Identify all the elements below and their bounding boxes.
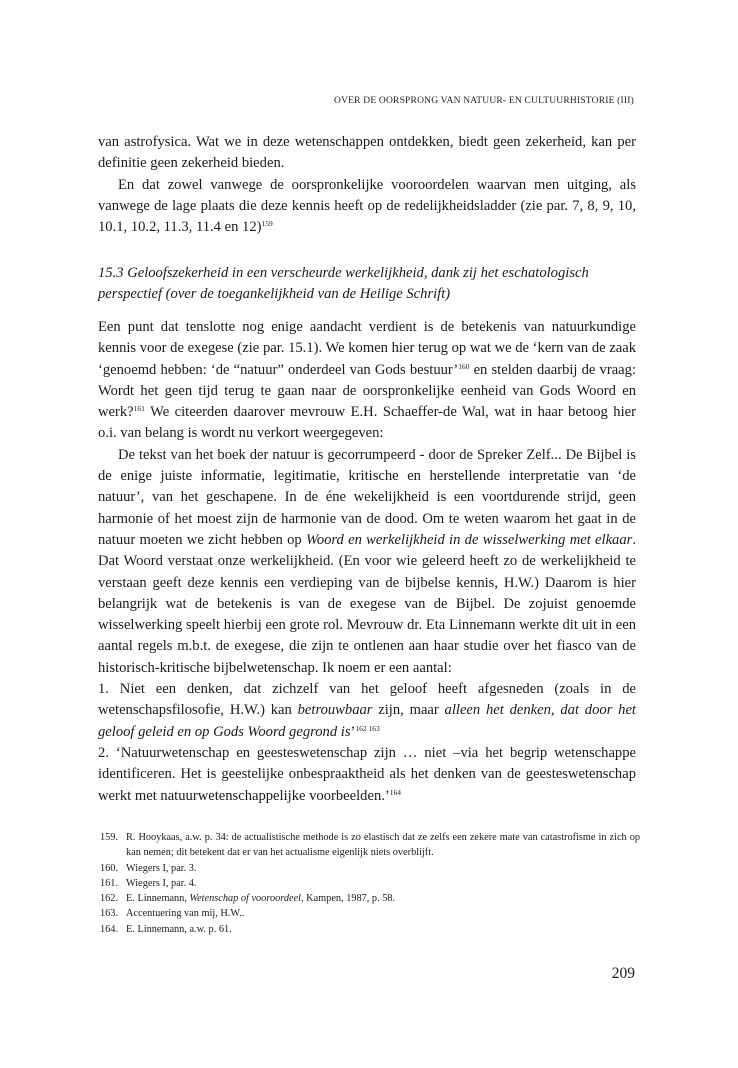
footnote-number: 162. [100, 893, 119, 905]
list-item-1-part-a: 1. Niet een denken, dat zichzelf van het geloof heeft afgesneden (zoals in de wetenschapsfilosofie, H.W.) kan [98, 681, 636, 719]
list-item-2-text: 2. ‘Natuurwetenschap en geesteswetenschap zijn … niet –via het begrip wetenschappe identificeren. Het is geestelijke onbespraaktheid als het denken van de geesteswetenschap werkt met natuurwetenschappelijke voorbeelden.’ [98, 744, 636, 804]
paragraph-3 [98, 317, 636, 445]
footnote-book-title: Wetenschap of vooroordeel [189, 893, 302, 905]
footnote-164 [100, 922, 640, 937]
footnote-number: 159. [100, 832, 119, 843]
paragraph-1: van astrofysica. Wat we in deze wetenschappen ontdekken, biedt geen zekerheid, kan per definitie geen zekerheid bieden. [98, 134, 636, 172]
paragraph-3-part-c: We citeerden daarover mevrouw E.H. Schaeffer-de Wal, wat in haar betoog hier o.i. van belang is wordt nu verkort weergegeven: [98, 404, 636, 442]
paragraph-4-emphasis: Woord en werkelijkheid in de wisselwerking met elkaar [306, 531, 633, 548]
list-item-1-emphasis-2: alleen het denken, dat door het geloof geleid en op Gods Woord gegrond is [98, 702, 636, 740]
footnote-ref-159[interactable]: 159 [261, 219, 273, 229]
footnote-160 [100, 861, 640, 876]
footnote-161 [100, 876, 640, 891]
footnote-number: 161. [100, 877, 119, 889]
footnote-text: E. Linnemann, a.w. p. 61. [126, 923, 232, 935]
section-title: 15.3 Geloofszekerheid in een verscheurde werkelijkheid, dank zij het eschatologisch perspectief (over de toegankelijkheid van de Heilige Schrift) [98, 265, 589, 302]
footnote-162 [100, 891, 640, 906]
list-item-1-emphasis-1: betrouwbaar [297, 702, 373, 719]
footnote-ref-164[interactable]: 164 [389, 787, 402, 797]
paragraph-3-part-a: Een punt dat tenslotte nog enige aandacht verdient is de betekenis van natuurkundige kennis voor de exegese (zie par. 15.1). We komen hier terug op wat we de ‘kern van de zaak ‘genoemd hebben: ‘de “natuur” onderdeel van Gods bestuur’ [98, 319, 636, 378]
paragraph-2-text: En dat zowel vanwege de oorspronkelijke vooroordelen waarvan men uitging, als vanwege de lage plaats die deze kennis heeft op de redelijkheidsladder (zie par. 7, 8, 9, 10, 10.1, 10.2, 11.3, 11.4 en 12) [98, 176, 636, 236]
footnote-ref-160[interactable]: 160 [458, 361, 470, 371]
list-item-1 [98, 679, 636, 743]
paragraph-4-part-b: . Dat Woord verstaat onze werkelijkheid. (En voor wie geleerd heeft zo de werkelijkheid te verstaan geeft deze kennis een verdieping van de bijbelse kennis, H.W.) Daarom is hier belangrijk wat de betekenis is van de exegese van de Bijbel. De zojuist genoemde wisselwerking speelt hierbij een grote rol. Mevrouw dr. Eta Linnemann werkte dit uit in een aantal regels m.b.t. de exegese, die zijn te ontlenen aan haar studie over het fiasco van de historisch-kritische bijbelwetenschap. Ik noem er een aantal: [98, 531, 636, 676]
footnote-number: 164. [100, 923, 119, 935]
footnote-159 [100, 830, 640, 861]
footnote-text: Wiegers I, par. 4. [126, 877, 197, 889]
footnote-text: Wiegers I, par. 3. [126, 862, 197, 874]
list-item-1-part-b: zijn, maar [372, 702, 445, 719]
footnote-text-part-b: , Kampen, 1987, p. 58. [301, 893, 396, 905]
footnote-163 [100, 906, 640, 921]
list-item-1-part-c: ’ [350, 723, 356, 740]
footnotes [100, 830, 640, 937]
main-text [98, 317, 636, 807]
footnote-ref-161[interactable]: 161 [133, 404, 145, 414]
paragraph-3-part-b: en stelden daarbij de vraag: Wordt het geen tijd terug te gaan naar de oorspronkelijke eenheid van Gods Woord en werk? [98, 361, 637, 421]
footnote-text-part-a: E. Linnemann, [126, 893, 190, 905]
paragraph-2 [98, 175, 636, 239]
footnote-text [126, 891, 640, 906]
footnote-text: R. Hooykaas, a.w. p. 34: de actualistische methode is zo elastisch dat ze zelfs een zekere mate van catastrofisme in zich op kan nemen; dit betekent dat er van het actualisme eigenlijk niets overblijft. [126, 832, 640, 859]
paragraph-4 [98, 445, 636, 679]
list-item-2 [98, 743, 636, 807]
footnote-number: 163. [100, 908, 119, 920]
footnote-number: 160. [100, 862, 119, 874]
intro-text [98, 132, 636, 238]
footnote-ref-162-163[interactable]: 162 163 [355, 723, 380, 733]
running-head: OVER DE OORSPRONG VAN NATUUR- EN CULTUURHISTORIE (III) [334, 96, 634, 106]
paragraph-4-part-a: De tekst van het boek der natuur is gecorrumpeerd - door de Spreker Zelf... De Bijbel is de enige juiste informatie, legitimatie, kritische en herstellende interpretatie van ‘de natuur’, van het geschapene. In de éne wekelijkheid is een voortdurende strijd, geen harmonie of het moest zijn de harmonie van de dood. Om te weten waarom het gaat in de natuur moeten we zicht hebben op [98, 446, 636, 548]
page-number: 209 [611, 965, 635, 982]
footnote-text: Accentuering van mij, H.W.. [126, 908, 245, 920]
